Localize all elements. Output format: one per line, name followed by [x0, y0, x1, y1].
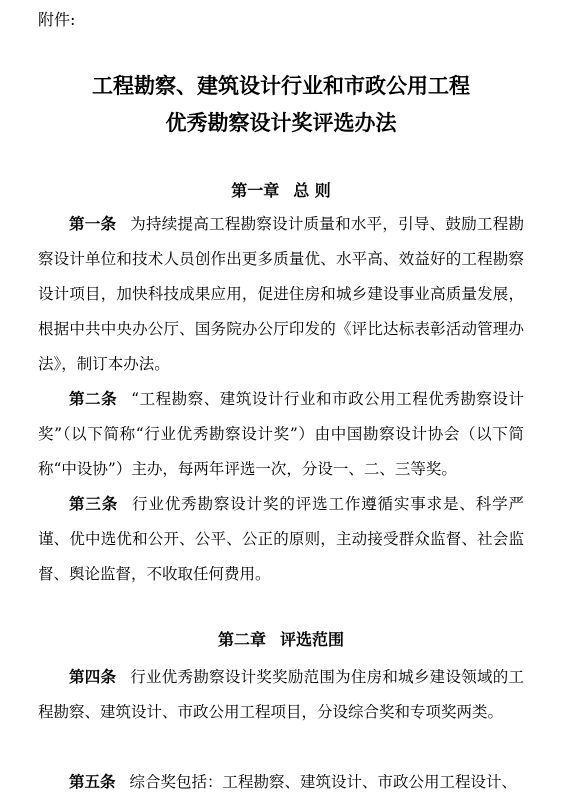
article-4-text: 行业优秀勘察设计奖奖励范围为住房和城乡建设领域的工程勘察、建筑设计、市政公用工程项目，分设综合奖和专项奖两类。: [38, 668, 524, 721]
article-1: [38, 206, 524, 382]
article-3: [38, 486, 524, 592]
article-2-text: “工程勘察、建筑设计行业和市政公用工程优秀勘察设计奖”（以下简称“行业优秀勘察设计奖”）由中国勘察设计协会（以下简称“中设协”）主办，每两年评选一次，分设一、二、三等奖。: [38, 390, 524, 478]
article-2: [38, 381, 524, 487]
chapter-1-heading: [0, 180, 562, 202]
chapter-2-name: 评选范围: [280, 630, 345, 649]
chapter-1-number: 第一章: [231, 181, 280, 200]
document-title-line-2: 优秀勘察设计奖评选办法: [165, 110, 397, 135]
chapter-1-name: 总 则: [293, 181, 331, 200]
chapter-2-number: 第二章: [217, 630, 266, 649]
chapter-2-heading: [0, 629, 562, 651]
article-3-number: 第三条: [69, 494, 119, 513]
article-3-text: 行业优秀勘察设计奖的评选工作遵循实事求是、科学严谨、优中选优和公开、公平、公正的原则，主动接受群众监督、社会监督、舆论监督，不收取任何费用。: [38, 495, 524, 583]
article-1-text: 为持续提高工程勘察设计质量和水平，引导、鼓励工程勘察设计单位和技术人员创作出更多质量优、水平高、效益好的工程勘察设计项目，加快科技成果应用，促进住房和城乡建设事业高质量发展，根据中共中央办公厅、国务院办公厅印发的《评比达标表彰活动管理办法》，制订本办法。: [38, 215, 524, 373]
article-5-text: 综合奖包括：工程勘察、建筑设计、市政公用工程设计、: [129, 773, 518, 791]
attachment-label: 附件:: [38, 10, 76, 29]
document-title-line-1: 工程勘察、建筑设计行业和市政公用工程: [92, 73, 470, 98]
article-5-number: 第五条: [69, 772, 116, 791]
article-1-number: 第一条: [69, 214, 117, 233]
article-2-number: 第二条: [69, 389, 118, 408]
article-5: [38, 764, 524, 800]
article-4: [38, 659, 524, 730]
article-4-number: 第四条: [69, 667, 117, 686]
